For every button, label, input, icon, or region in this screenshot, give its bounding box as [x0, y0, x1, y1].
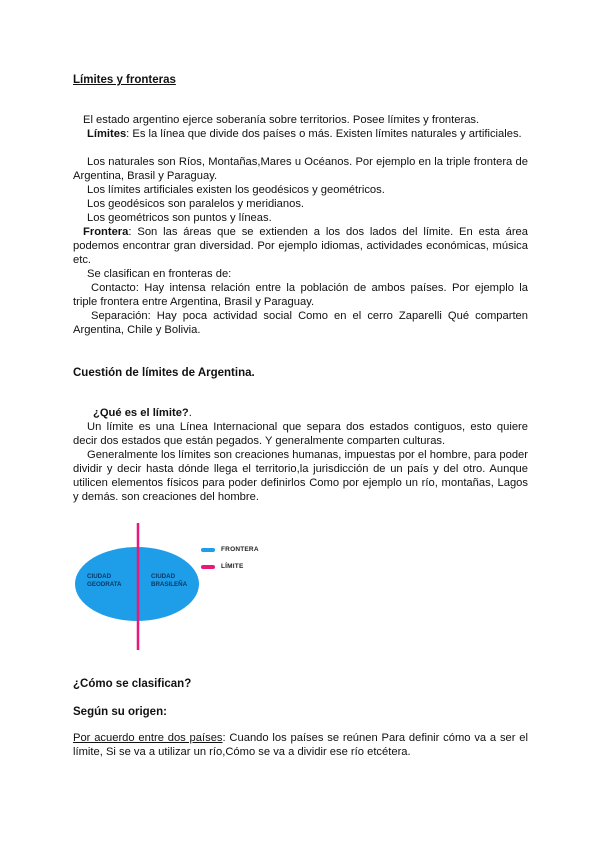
- paragraph-limite-creaciones: Generalmente los límites son creaciones humanas, impuestas por el hombre, para poder dividir y decir hasta dónde llega el territorio,la jurisdicción de un país y del otro. Aunque utilicen elementos físicos para poder definirlos Como por ejemplo un río, montañas, Lagos y demás. son creaciones del hombre.: [73, 449, 528, 503]
- question-que-es-limite: [93, 406, 528, 420]
- paragraph-intro: El estado argentino ejerce soberanía sobre territorios. Posee límites y fronteras.: [83, 114, 480, 126]
- legend-frontera-label: FRONTERA: [221, 546, 259, 553]
- definition-frontera: : Son las áreas que se extienden a los dos lados del límite. En esta área podemos encontrar gran diversidad. Por ejemplo idiomas, actividades económicas, música etc.: [73, 226, 528, 266]
- paragraph-clasifican: Se clasifican en fronteras de:: [87, 268, 232, 280]
- legend-limite: [201, 560, 244, 574]
- subtitle-segun-origen: Según su origen:: [73, 706, 167, 718]
- legend-limite-label: LÍMITE: [221, 563, 244, 570]
- paragraph-limite-definicion: Un límite es una Línea Internacional que separa dos estados contiguos, esto quiere decir dos estados que están pegados. Y generalmente comparten culturas.: [73, 421, 528, 447]
- legend-frontera: [201, 543, 259, 557]
- limite-swatch-icon: [201, 565, 215, 569]
- diagram-legend: [201, 543, 321, 573]
- left-city-line1: CIUDAD: [87, 573, 112, 580]
- paragraph-acuerdo: [73, 731, 528, 759]
- term-limites: Límites: [87, 128, 127, 140]
- question-text: ¿Qué es el límite?: [93, 407, 189, 419]
- paragraph-limites: [73, 127, 528, 141]
- paragraph-separacion: Separación: Hay poca actividad social Como en el cerro Zaparelli Qué comparten Argentina, Chile y Bolivia.: [73, 310, 528, 336]
- left-city-line2: GEODRATA: [87, 581, 122, 588]
- paragraph-contacto: Contacto: Hay intensa relación entre la población de ambos países. Por ejemplo la triple frontera entre Argentina, Brasil y Paraguay.: [73, 282, 528, 308]
- paragraph-naturales: Los naturales son Ríos, Montañas,Mares u Océanos. Por ejemplo en la triple frontera de Argentina, Brasil y Paraguay.: [73, 156, 528, 182]
- frontera-swatch-icon: [201, 548, 215, 552]
- paragraph-artificiales: Los límites artificiales existen los geodésicos y geométricos.: [87, 184, 385, 196]
- paragraph-frontera: [73, 225, 528, 267]
- definition-acuerdo: : Cuando los países se reúnen Para definir cómo va a ser el límite, Si se va a utilizar un río,Cómo se va a dividir ese río etcétera.: [73, 732, 528, 758]
- section-title-limites-fronteras: Límites y fronteras: [73, 74, 176, 86]
- paragraph-geometricos: Los geométricos son puntos y líneas.: [87, 212, 272, 224]
- section-title-como-clasifican: ¿Cómo se clasifican?: [73, 678, 192, 690]
- boundary-diagram: [73, 522, 293, 652]
- right-city-line1: CIUDAD: [151, 573, 176, 580]
- term-acuerdo: Por acuerdo entre dos países: [73, 732, 223, 744]
- right-city-line2: BRASILEÑA: [151, 581, 188, 588]
- term-frontera: Frontera: [83, 226, 129, 238]
- definition-limites: : Es la línea que divide dos países o más. Existen límites naturales y artificiales.: [126, 128, 522, 140]
- question-suffix: .: [188, 407, 192, 419]
- paragraph-geodesicos: Los geodésicos son paralelos y meridianos.: [87, 198, 305, 210]
- section-title-cuestion-limites: Cuestión de límites de Argentina.: [73, 367, 255, 379]
